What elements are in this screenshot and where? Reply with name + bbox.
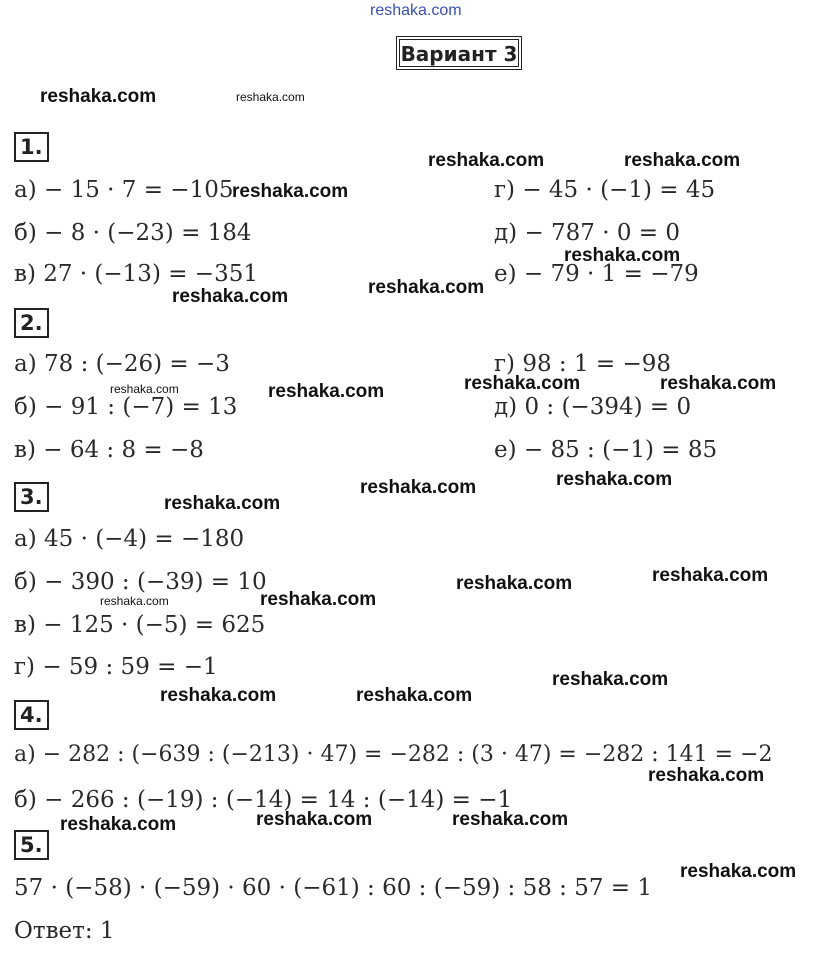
watermark: reshaka.com [110,382,179,396]
task-3-b: б) − 390 : (−39) = 10 [14,569,267,595]
watermark: reshaka.com [232,181,349,202]
watermark: reshaka.com [172,286,289,307]
task-2-b: б) − 91 : (−7) = 13 [14,394,238,420]
task-3-g: г) − 59 : 59 = −1 [14,654,218,680]
task-4-number: 4. [14,700,49,730]
watermark: reshaka.com [360,477,477,498]
task-1-a: а) − 15 · 7 = −105 [14,177,234,203]
task-2-d: д) 0 : (−394) = 0 [494,394,692,420]
watermark: reshaka.com [256,809,373,830]
watermark: reshaka.com [260,589,377,610]
watermark: reshaka.com [680,861,797,882]
task-4-b: б) − 266 : (−19) : (−14) = 14 : (−14) = −1 [14,787,513,813]
watermark: reshaka.com [556,469,673,490]
watermark: reshaka.com [368,277,485,298]
watermark: reshaka.com [564,245,681,266]
variant-title-frame [396,36,522,70]
task-5-number: 5. [14,830,49,860]
task-2-g: г) 98 : 1 = −98 [494,351,672,377]
watermark: reshaka.com [652,565,769,586]
watermark: reshaka.com [60,814,177,835]
watermark: reshaka.com [100,594,169,608]
watermark: reshaka.com [648,765,765,786]
task-5-answer: Ответ: 1 [14,918,115,944]
watermark: reshaka.com [40,86,157,107]
watermark: reshaka.com [456,573,573,594]
watermark: reshaka.com [452,809,569,830]
watermark: reshaka.com [624,150,741,171]
variant-title: Вариант 3 [399,39,519,67]
task-2-v: в) − 64 : 8 = −8 [14,437,204,463]
site-link[interactable]: reshaka.com [370,2,462,19]
task-1-d: д) − 787 · 0 = 0 [494,220,681,246]
watermark: reshaka.com [428,150,545,171]
watermark: reshaka.com [160,685,277,706]
watermark: reshaka.com [268,381,385,402]
task-1-e: е) − 79 · 1 = −79 [494,261,699,287]
task-3-number: 3. [14,482,49,512]
task-2-a: а) 78 : (−26) = −3 [14,351,230,377]
task-1-v: в) 27 · (−13) = −351 [14,261,258,287]
watermark: reshaka.com [236,90,305,104]
watermark: reshaka.com [464,373,581,394]
watermark: reshaka.com [660,373,777,394]
watermark: reshaka.com [356,685,473,706]
task-1-b: б) − 8 · (−23) = 184 [14,220,252,246]
task-4-a: а) − 282 : (−639 : (−213) · 47) = −282 : (3 · 47) = −282 : 141 = −2 [14,742,773,767]
task-1-number: 1. [14,132,49,162]
task-3-a: а) 45 · (−4) = −180 [14,526,245,552]
task-3-v: в) − 125 · (−5) = 625 [14,612,266,638]
watermark: reshaka.com [552,669,669,690]
task-2-e: е) − 85 : (−1) = 85 [494,437,718,463]
task-5-expression: 57 · (−58) · (−59) · 60 · (−61) : 60 : (−59) : 58 : 57 = 1 [14,875,653,901]
watermark: reshaka.com [164,493,281,514]
task-2-number: 2. [14,308,49,338]
task-1-g: г) − 45 · (−1) = 45 [494,177,716,203]
